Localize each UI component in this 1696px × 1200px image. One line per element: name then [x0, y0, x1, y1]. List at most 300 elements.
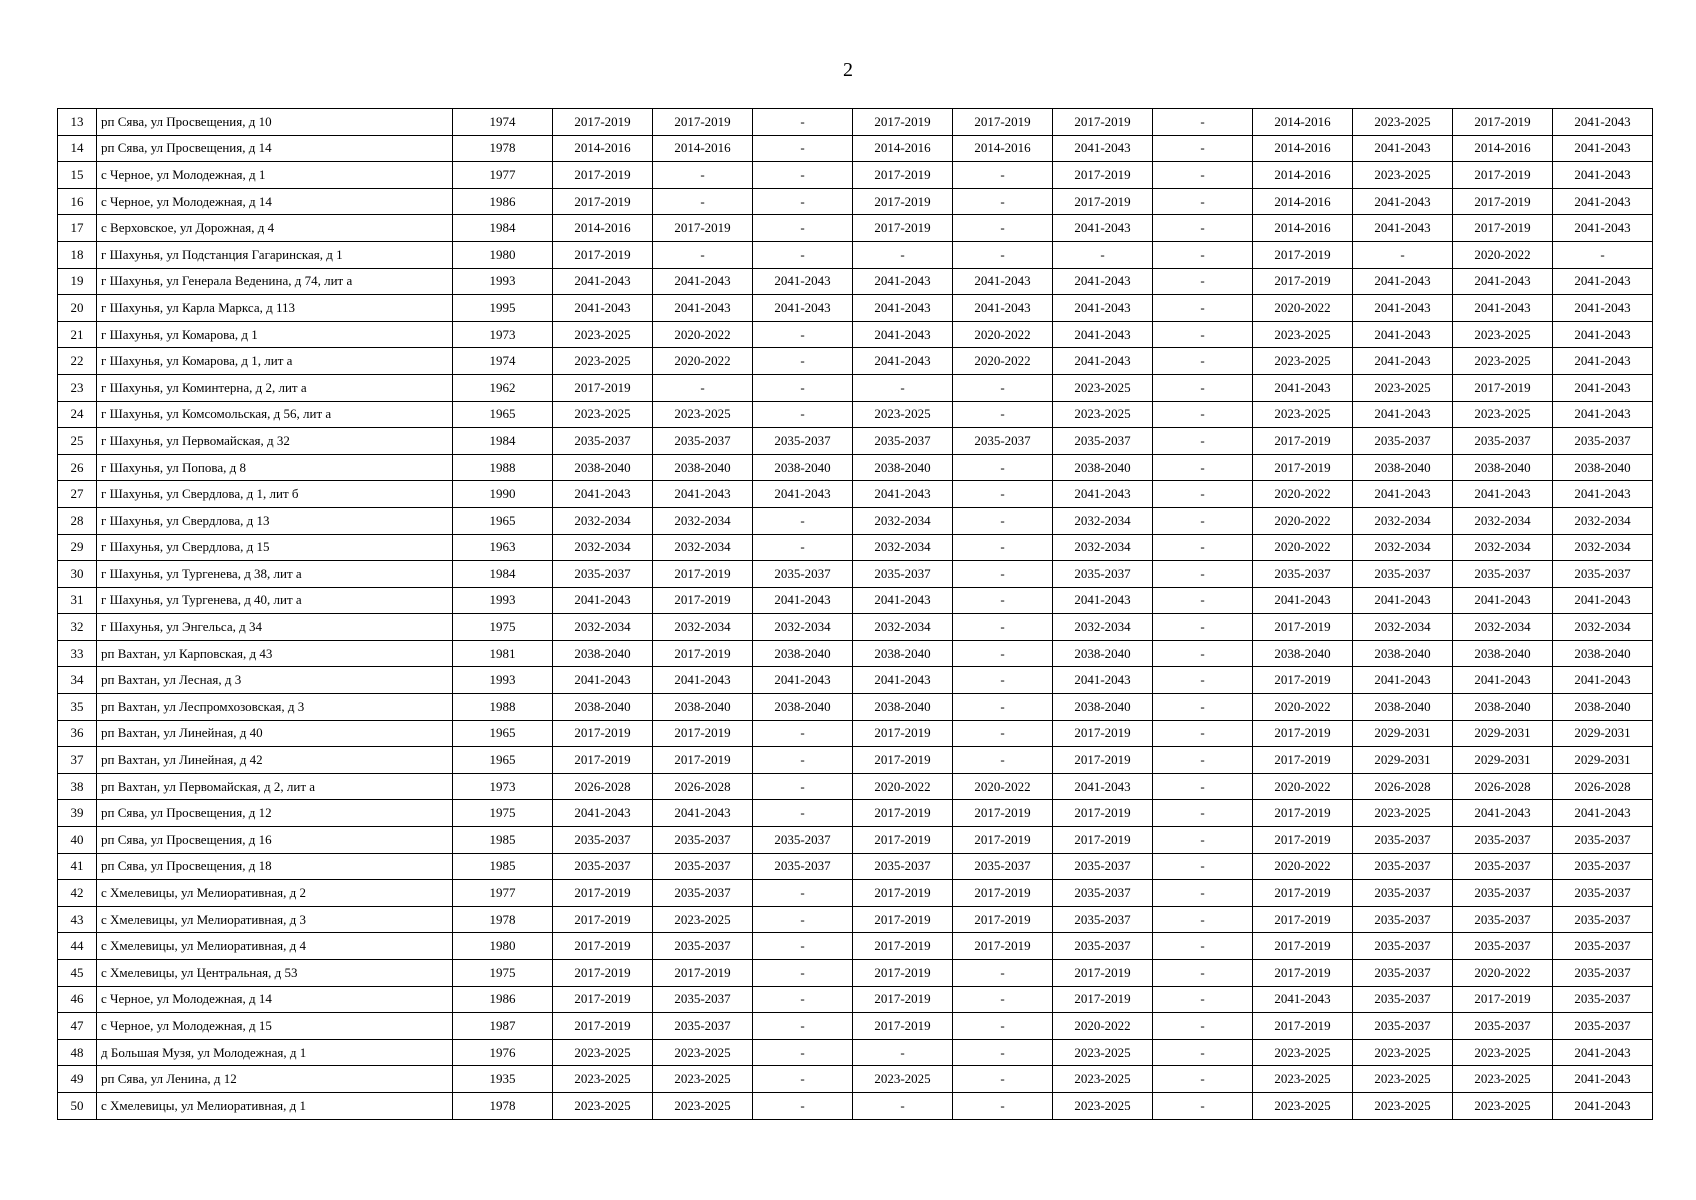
period-cell: 2017-2019: [953, 906, 1053, 933]
construction-year-cell: 1975: [453, 960, 553, 987]
period-cell: 2041-2043: [1553, 268, 1653, 295]
period-cell: 2041-2043: [1353, 667, 1453, 694]
period-cell: 2020-2022: [1453, 241, 1553, 268]
period-cell: -: [753, 720, 853, 747]
period-cell: 2017-2019: [853, 800, 953, 827]
period-cell: 2041-2043: [753, 587, 853, 614]
period-cell: -: [953, 1039, 1053, 1066]
period-cell: 2017-2019: [553, 241, 653, 268]
period-cell: -: [753, 880, 853, 907]
period-cell: 2035-2037: [1353, 428, 1453, 455]
period-cell: 2041-2043: [1553, 135, 1653, 162]
period-cell: -: [753, 1013, 853, 1040]
period-cell: 2017-2019: [953, 880, 1053, 907]
period-cell: 2032-2034: [553, 507, 653, 534]
period-cell: 2023-2025: [1253, 348, 1353, 375]
period-cell: 2017-2019: [853, 162, 953, 189]
period-cell: 2032-2034: [753, 614, 853, 641]
period-cell: 2017-2019: [553, 1013, 653, 1040]
construction-year-cell: 1978: [453, 1092, 553, 1119]
period-cell: 2017-2019: [1053, 960, 1153, 987]
period-cell: -: [753, 933, 853, 960]
period-cell: 2041-2043: [753, 295, 853, 322]
table-row: [58, 401, 1653, 428]
period-cell: 2029-2031: [1453, 720, 1553, 747]
period-cell: 2023-2025: [1453, 1039, 1553, 1066]
period-cell: 2035-2037: [953, 853, 1053, 880]
period-cell: -: [753, 1066, 853, 1093]
period-cell: 2023-2025: [1053, 1066, 1153, 1093]
period-cell: 2041-2043: [1353, 188, 1453, 215]
period-cell: 2035-2037: [1553, 906, 1653, 933]
construction-year-cell: 1978: [453, 135, 553, 162]
period-cell: 2017-2019: [853, 906, 953, 933]
row-number-cell: 39: [58, 800, 97, 827]
table-row: [58, 853, 1653, 880]
construction-year-cell: 1974: [453, 348, 553, 375]
period-cell: -: [1153, 880, 1253, 907]
period-cell: -: [1153, 1039, 1253, 1066]
period-cell: -: [753, 109, 853, 136]
period-cell: -: [1153, 667, 1253, 694]
table-row: [58, 694, 1653, 721]
period-cell: 2041-2043: [1553, 188, 1653, 215]
period-cell: 2041-2043: [953, 295, 1053, 322]
period-cell: -: [1153, 800, 1253, 827]
address-cell: г Шахунья, ул Свердлова, д 13: [97, 507, 453, 534]
construction-year-cell: 1975: [453, 614, 553, 641]
period-cell: 2038-2040: [1453, 640, 1553, 667]
period-cell: 2035-2037: [1053, 853, 1153, 880]
period-cell: 2032-2034: [1053, 614, 1153, 641]
period-cell: 2023-2025: [653, 1039, 753, 1066]
period-cell: -: [1153, 1066, 1253, 1093]
period-cell: -: [953, 561, 1053, 588]
period-cell: 2041-2043: [1053, 135, 1153, 162]
construction-year-cell: 1984: [453, 215, 553, 242]
period-cell: 2023-2025: [1453, 1066, 1553, 1093]
period-cell: 2041-2043: [1553, 667, 1653, 694]
period-cell: 2041-2043: [753, 481, 853, 508]
period-cell: 2041-2043: [853, 481, 953, 508]
period-cell: 2041-2043: [553, 667, 653, 694]
period-cell: 2017-2019: [1053, 800, 1153, 827]
period-cell: 2017-2019: [553, 747, 653, 774]
period-cell: 2017-2019: [1253, 960, 1353, 987]
period-cell: 2017-2019: [853, 960, 953, 987]
period-cell: 2041-2043: [553, 800, 653, 827]
address-cell: рп Вахтан, ул Лесная, д 3: [97, 667, 453, 694]
period-cell: 2035-2037: [1553, 880, 1653, 907]
period-cell: 2014-2016: [1253, 215, 1353, 242]
construction-year-cell: 1977: [453, 880, 553, 907]
period-cell: 2017-2019: [953, 800, 1053, 827]
period-cell: 2041-2043: [1353, 215, 1453, 242]
period-cell: 2035-2037: [1453, 561, 1553, 588]
period-cell: -: [953, 747, 1053, 774]
period-cell: 2035-2037: [653, 986, 753, 1013]
row-number-cell: 23: [58, 374, 97, 401]
period-cell: 2041-2043: [853, 321, 953, 348]
period-cell: 2032-2034: [853, 507, 953, 534]
row-number-cell: 41: [58, 853, 97, 880]
period-cell: 2041-2043: [1253, 986, 1353, 1013]
period-cell: -: [753, 1092, 853, 1119]
period-cell: 2038-2040: [1353, 454, 1453, 481]
period-cell: 2023-2025: [553, 1039, 653, 1066]
construction-year-cell: 1993: [453, 587, 553, 614]
period-cell: -: [1153, 241, 1253, 268]
period-cell: 2017-2019: [1253, 454, 1353, 481]
table-row: [58, 561, 1653, 588]
period-cell: 2035-2037: [1553, 561, 1653, 588]
period-cell: -: [853, 1039, 953, 1066]
period-cell: -: [753, 1039, 853, 1066]
period-cell: 2026-2028: [1353, 773, 1453, 800]
table-row: [58, 827, 1653, 854]
period-cell: 2041-2043: [553, 587, 653, 614]
period-cell: -: [653, 162, 753, 189]
period-cell: 2035-2037: [553, 827, 653, 854]
period-cell: 2035-2037: [1353, 561, 1453, 588]
table-row: [58, 986, 1653, 1013]
period-cell: 2020-2022: [1253, 295, 1353, 322]
period-cell: 2035-2037: [753, 428, 853, 455]
period-cell: -: [853, 1092, 953, 1119]
period-cell: -: [1153, 321, 1253, 348]
period-cell: 2017-2019: [853, 188, 953, 215]
table-row: [58, 800, 1653, 827]
period-cell: 2041-2043: [1553, 374, 1653, 401]
period-cell: 2035-2037: [753, 827, 853, 854]
period-cell: 2023-2025: [1353, 1039, 1453, 1066]
address-cell: г Шахунья, ул Энгельса, д 34: [97, 614, 453, 641]
construction-year-cell: 1975: [453, 800, 553, 827]
period-cell: 2017-2019: [853, 827, 953, 854]
period-cell: 2017-2019: [553, 109, 653, 136]
address-cell: с Черное, ул Молодежная, д 14: [97, 188, 453, 215]
address-cell: с Хмелевицы, ул Мелиоративная, д 3: [97, 906, 453, 933]
period-cell: 2017-2019: [1253, 428, 1353, 455]
period-cell: 2035-2037: [653, 827, 753, 854]
period-cell: -: [1153, 561, 1253, 588]
row-number-cell: 38: [58, 773, 97, 800]
row-number-cell: 33: [58, 640, 97, 667]
period-cell: 2041-2043: [1553, 162, 1653, 189]
period-cell: -: [1153, 1092, 1253, 1119]
period-cell: -: [1153, 933, 1253, 960]
period-cell: -: [1153, 348, 1253, 375]
address-cell: г Шахунья, ул Первомайская, д 32: [97, 428, 453, 455]
construction-year-cell: 1976: [453, 1039, 553, 1066]
period-cell: 2041-2043: [1053, 268, 1153, 295]
period-cell: 2014-2016: [1253, 188, 1353, 215]
period-cell: 2035-2037: [653, 880, 753, 907]
period-cell: -: [953, 454, 1053, 481]
address-cell: г Шахунья, ул Комарова, д 1: [97, 321, 453, 348]
period-cell: 2020-2022: [953, 773, 1053, 800]
period-cell: 2017-2019: [553, 720, 653, 747]
period-cell: 2041-2043: [1353, 481, 1453, 508]
address-cell: с Черное, ул Молодежная, д 15: [97, 1013, 453, 1040]
row-number-cell: 15: [58, 162, 97, 189]
address-cell: рп Вахтан, ул Карповская, д 43: [97, 640, 453, 667]
period-cell: 2035-2037: [653, 933, 753, 960]
period-cell: 2032-2034: [653, 507, 753, 534]
period-cell: 2020-2022: [1453, 960, 1553, 987]
period-cell: 2038-2040: [1353, 640, 1453, 667]
period-cell: 2041-2043: [1553, 348, 1653, 375]
period-cell: 2023-2025: [1353, 1092, 1453, 1119]
period-cell: -: [753, 135, 853, 162]
period-cell: 2035-2037: [653, 428, 753, 455]
period-cell: 2041-2043: [1053, 348, 1153, 375]
period-cell: 2041-2043: [1553, 109, 1653, 136]
table-row: [58, 162, 1653, 189]
period-cell: 2032-2034: [1353, 614, 1453, 641]
period-cell: -: [953, 188, 1053, 215]
table-row: [58, 880, 1653, 907]
period-cell: 2014-2016: [853, 135, 953, 162]
period-cell: -: [753, 321, 853, 348]
period-cell: 2041-2043: [853, 295, 953, 322]
address-cell: г Шахунья, ул Коминтерна, д 2, лит а: [97, 374, 453, 401]
period-cell: 2041-2043: [1453, 268, 1553, 295]
period-cell: -: [1153, 960, 1253, 987]
period-cell: 2038-2040: [853, 640, 953, 667]
table-row: [58, 1066, 1653, 1093]
period-cell: 2023-2025: [553, 321, 653, 348]
period-cell: -: [1153, 773, 1253, 800]
period-cell: 2017-2019: [1453, 374, 1553, 401]
period-cell: 2035-2037: [1353, 827, 1453, 854]
period-cell: 2017-2019: [853, 109, 953, 136]
period-cell: 2041-2043: [853, 667, 953, 694]
construction-year-cell: 1973: [453, 321, 553, 348]
period-cell: -: [953, 215, 1053, 242]
period-cell: 2017-2019: [1253, 614, 1353, 641]
period-cell: 2041-2043: [1053, 587, 1153, 614]
period-cell: -: [1153, 1013, 1253, 1040]
address-cell: с Хмелевицы, ул Мелиоративная, д 1: [97, 1092, 453, 1119]
row-number-cell: 31: [58, 587, 97, 614]
period-cell: 2023-2025: [853, 1066, 953, 1093]
period-cell: 2041-2043: [1053, 295, 1153, 322]
row-number-cell: 40: [58, 827, 97, 854]
period-cell: -: [1153, 188, 1253, 215]
table-row: [58, 268, 1653, 295]
period-cell: -: [1153, 853, 1253, 880]
construction-year-cell: 1988: [453, 694, 553, 721]
period-cell: -: [1153, 428, 1253, 455]
row-number-cell: 19: [58, 268, 97, 295]
row-number-cell: 25: [58, 428, 97, 455]
period-cell: -: [1153, 640, 1253, 667]
period-cell: -: [753, 800, 853, 827]
construction-year-cell: 1987: [453, 1013, 553, 1040]
period-cell: 2038-2040: [1553, 454, 1653, 481]
period-cell: 2017-2019: [1053, 188, 1153, 215]
construction-year-cell: 1995: [453, 295, 553, 322]
page-number: 2: [843, 59, 853, 81]
construction-year-cell: 1977: [453, 162, 553, 189]
period-cell: 2017-2019: [853, 933, 953, 960]
period-cell: 2035-2037: [1453, 1013, 1553, 1040]
period-cell: 2017-2019: [953, 109, 1053, 136]
period-cell: 2032-2034: [653, 614, 753, 641]
table-row: [58, 614, 1653, 641]
period-cell: -: [953, 986, 1053, 1013]
period-cell: -: [1153, 827, 1253, 854]
period-cell: 2020-2022: [953, 348, 1053, 375]
row-number-cell: 16: [58, 188, 97, 215]
construction-year-cell: 1990: [453, 481, 553, 508]
period-cell: 2017-2019: [1453, 162, 1553, 189]
address-cell: рп Сява, ул Ленина, д 12: [97, 1066, 453, 1093]
period-cell: 2023-2025: [553, 401, 653, 428]
period-cell: 2038-2040: [1053, 694, 1153, 721]
period-cell: 2035-2037: [1053, 933, 1153, 960]
period-cell: -: [1153, 454, 1253, 481]
address-cell: г Шахунья, ул Комарова, д 1, лит а: [97, 348, 453, 375]
period-cell: -: [953, 1066, 1053, 1093]
period-cell: -: [1153, 374, 1253, 401]
period-cell: 2017-2019: [853, 720, 953, 747]
period-cell: 2014-2016: [1453, 135, 1553, 162]
period-cell: 2035-2037: [1453, 906, 1553, 933]
address-cell: г Шахунья, ул Попова, д 8: [97, 454, 453, 481]
period-cell: 2035-2037: [653, 1013, 753, 1040]
construction-year-cell: 1963: [453, 534, 553, 561]
row-number-cell: 32: [58, 614, 97, 641]
period-cell: 2035-2037: [1553, 827, 1653, 854]
period-cell: 2023-2025: [1353, 109, 1453, 136]
period-cell: 2020-2022: [853, 773, 953, 800]
period-cell: 2017-2019: [1253, 241, 1353, 268]
period-cell: 2014-2016: [1253, 109, 1353, 136]
period-cell: 2017-2019: [553, 933, 653, 960]
period-cell: -: [1153, 215, 1253, 242]
period-cell: 2023-2025: [1353, 800, 1453, 827]
period-cell: -: [753, 348, 853, 375]
period-cell: 2023-2025: [1053, 1092, 1153, 1119]
period-cell: 2023-2025: [1453, 1092, 1553, 1119]
construction-year-cell: 1986: [453, 986, 553, 1013]
period-cell: 2023-2025: [1453, 401, 1553, 428]
address-cell: г Шахунья, ул Тургенева, д 38, лит а: [97, 561, 453, 588]
address-cell: рп Вахтан, ул Линейная, д 42: [97, 747, 453, 774]
period-cell: -: [753, 534, 853, 561]
period-cell: 2023-2025: [1053, 374, 1153, 401]
address-cell: г Шахунья, ул Комсомольская, д 56, лит а: [97, 401, 453, 428]
period-cell: 2038-2040: [653, 454, 753, 481]
period-cell: 2035-2037: [1353, 880, 1453, 907]
period-cell: 2020-2022: [653, 348, 753, 375]
period-cell: 2023-2025: [1253, 401, 1353, 428]
period-cell: 2032-2034: [1053, 534, 1153, 561]
period-cell: -: [1153, 401, 1253, 428]
address-cell: рп Сява, ул Просвещения, д 14: [97, 135, 453, 162]
period-cell: 2032-2034: [1553, 507, 1653, 534]
period-cell: 2032-2034: [1453, 507, 1553, 534]
period-cell: 2014-2016: [553, 135, 653, 162]
period-cell: 2017-2019: [653, 747, 753, 774]
period-cell: 2017-2019: [553, 188, 653, 215]
period-cell: -: [653, 241, 753, 268]
period-cell: 2017-2019: [553, 906, 653, 933]
period-cell: 2041-2043: [1453, 295, 1553, 322]
period-cell: 2023-2025: [1253, 1066, 1353, 1093]
period-cell: 2041-2043: [1253, 374, 1353, 401]
row-number-cell: 24: [58, 401, 97, 428]
period-cell: 2023-2025: [853, 401, 953, 428]
period-cell: 2035-2037: [853, 853, 953, 880]
period-cell: 2023-2025: [1353, 1066, 1453, 1093]
period-cell: 2023-2025: [653, 401, 753, 428]
address-cell: рп Сява, ул Просвещения, д 12: [97, 800, 453, 827]
period-cell: 2041-2043: [1253, 587, 1353, 614]
table-row: [58, 906, 1653, 933]
table-row: [58, 321, 1653, 348]
period-cell: 2041-2043: [753, 667, 853, 694]
row-number-cell: 37: [58, 747, 97, 774]
table-row: [58, 241, 1653, 268]
period-cell: 2017-2019: [553, 880, 653, 907]
period-cell: 2041-2043: [1353, 587, 1453, 614]
period-cell: 2038-2040: [1553, 694, 1653, 721]
period-cell: 2035-2037: [1553, 986, 1653, 1013]
period-cell: 2017-2019: [653, 640, 753, 667]
table-row: [58, 933, 1653, 960]
period-cell: 2035-2037: [1453, 428, 1553, 455]
period-cell: 2041-2043: [1553, 587, 1653, 614]
construction-year-cell: 1935: [453, 1066, 553, 1093]
row-number-cell: 44: [58, 933, 97, 960]
period-cell: -: [1153, 534, 1253, 561]
period-cell: 2038-2040: [1053, 640, 1153, 667]
period-cell: 2041-2043: [1353, 135, 1453, 162]
period-cell: 2020-2022: [1253, 481, 1353, 508]
period-cell: 2017-2019: [653, 720, 753, 747]
address-cell: с Хмелевицы, ул Мелиоративная, д 4: [97, 933, 453, 960]
row-number-cell: 29: [58, 534, 97, 561]
period-cell: 2026-2028: [553, 773, 653, 800]
period-cell: -: [1153, 109, 1253, 136]
period-cell: 2038-2040: [553, 640, 653, 667]
period-cell: 2023-2025: [1353, 374, 1453, 401]
period-cell: -: [953, 481, 1053, 508]
row-number-cell: 42: [58, 880, 97, 907]
row-number-cell: 14: [58, 135, 97, 162]
row-number-cell: 30: [58, 561, 97, 588]
period-cell: -: [753, 747, 853, 774]
period-cell: -: [753, 960, 853, 987]
table-row: [58, 215, 1653, 242]
address-cell: г Шахунья, ул Карла Маркса, д 113: [97, 295, 453, 322]
construction-year-cell: 1980: [453, 241, 553, 268]
period-cell: 2035-2037: [1353, 853, 1453, 880]
period-cell: 2041-2043: [1553, 481, 1653, 508]
period-cell: 2041-2043: [1553, 215, 1653, 242]
period-cell: 2035-2037: [653, 853, 753, 880]
period-cell: 2035-2037: [1553, 428, 1653, 455]
period-cell: 2041-2043: [1553, 321, 1653, 348]
period-cell: 2017-2019: [553, 960, 653, 987]
period-cell: -: [853, 241, 953, 268]
period-cell: 2032-2034: [1553, 534, 1653, 561]
period-cell: 2026-2028: [653, 773, 753, 800]
row-number-cell: 20: [58, 295, 97, 322]
